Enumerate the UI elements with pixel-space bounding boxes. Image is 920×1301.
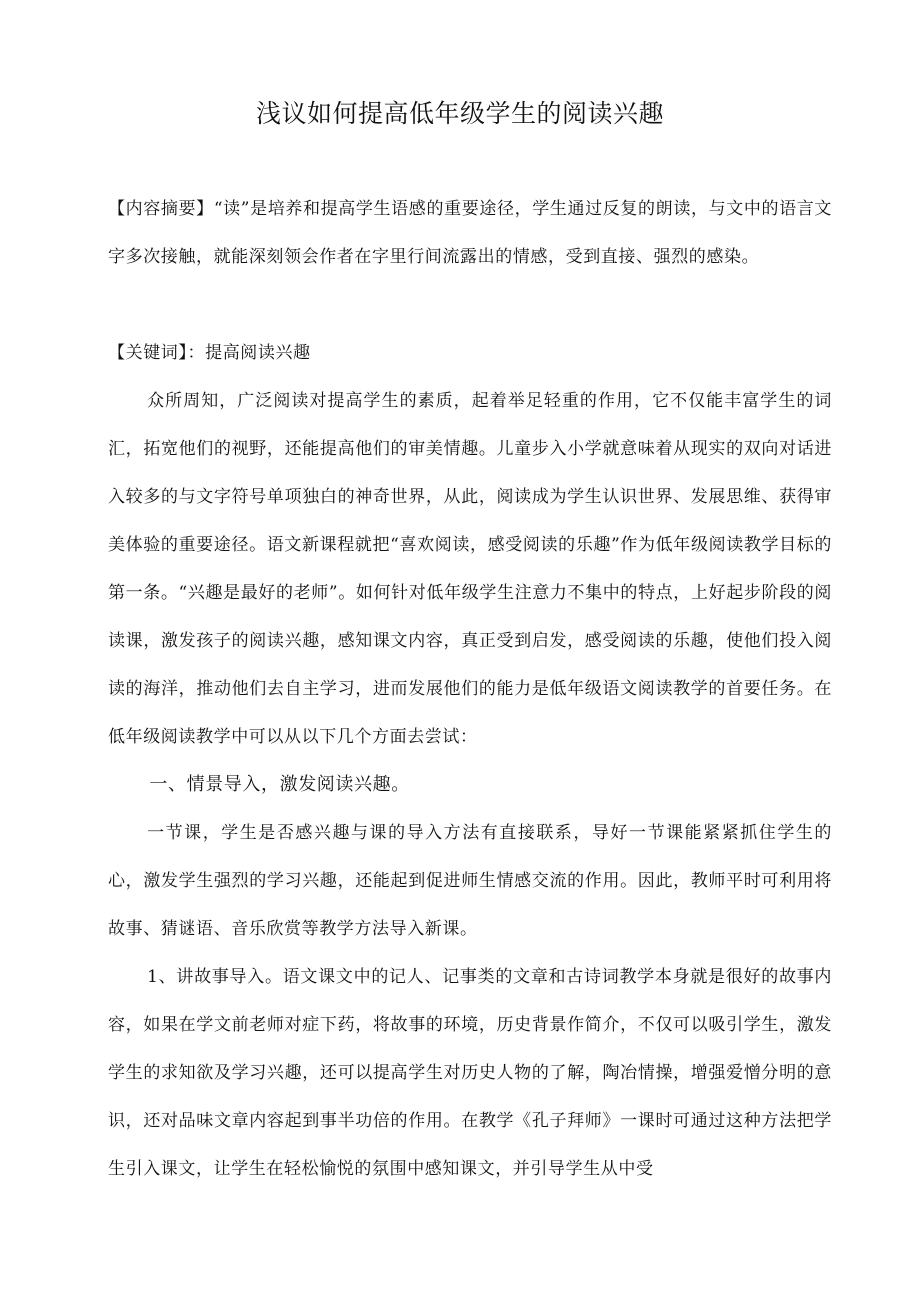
section-heading: 一、情景导入，激发阅读兴趣。: [149, 774, 410, 795]
document-title: 浅议如何提高低年级学生的阅读兴趣: [255, 99, 664, 128]
abstract-label: 【内容摘要】: [108, 199, 214, 219]
keywords-label: 【关键词】: [108, 343, 188, 363]
body-paragraph-story-import: 1、讲故事导入。语文课文中的记人、记事类的文章和古诗词教学本身就是很好的故事内容，如果在学文前老师对症下药，将故事的环境，历史背景作简介，不仅可以吸引学生，激发学生的求知欲及学习兴趣，还可以提高学生对历史人物的了解，陶冶情操，增强爱憎分明的意识，还对品味文章内容起到事半功倍的作用。在教学《孔子拜师》一课时可通过这种方法把学生引入课文，让学生在轻松愉悦的氛围中感知课文，并引导学生从中受: [108, 967, 832, 1179]
keywords-paragraph: [108, 329, 832, 377]
abstract-text: “读”是培养和提高学生语感的重要途径，学生通过反复的朗读，与文中的语言文字多次接触，就能深刻领会作者在字里行间流露出的情感，受到直接、强烈的感染。: [108, 199, 832, 267]
keywords-text: ：提高阅读兴趣: [187, 343, 311, 363]
abstract-paragraph: [108, 185, 832, 281]
body-paragraph-section-intro: 一节课，学生是否感兴趣与课的导入方法有直接联系，导好一节课能紧紧抓住学生的心，激发学生强烈的学习兴趣，还能起到促进师生情感交流的作用。因此，教师平时可利用将故事、猜谜语、音乐欣赏等教学方法导入新课。: [108, 823, 832, 939]
body-paragraph-intro: 众所周知，广泛阅读对提高学生的素质，起着举足轻重的作用，它不仅能丰富学生的词汇，拓宽他们的视野，还能提高他们的审美情趣。儿童步入小学就意味着从现实的双向对话进入较多的与文字符号单项独白的神奇世界，从此，阅读成为学生认识世界、发展思维、获得审美体验的重要途径。语文新课程就把“喜欢阅读，感受阅读的乐趣”作为低年级阅读教学目标的第一条。“兴趣是最好的老师”。如何针对低年级学生注意力不集中的特点，上好起步阶段的阅读课，激发孩子的阅读兴趣，感知课文内容，真正受到启发，感受阅读的乐趣，使他们投入阅读的海洋，推动他们去自主学习，进而发展他们的能力是低年级语文阅读教学的首要任务。在低年级阅读教学中可以从以下几个方面去尝试：: [108, 391, 832, 747]
